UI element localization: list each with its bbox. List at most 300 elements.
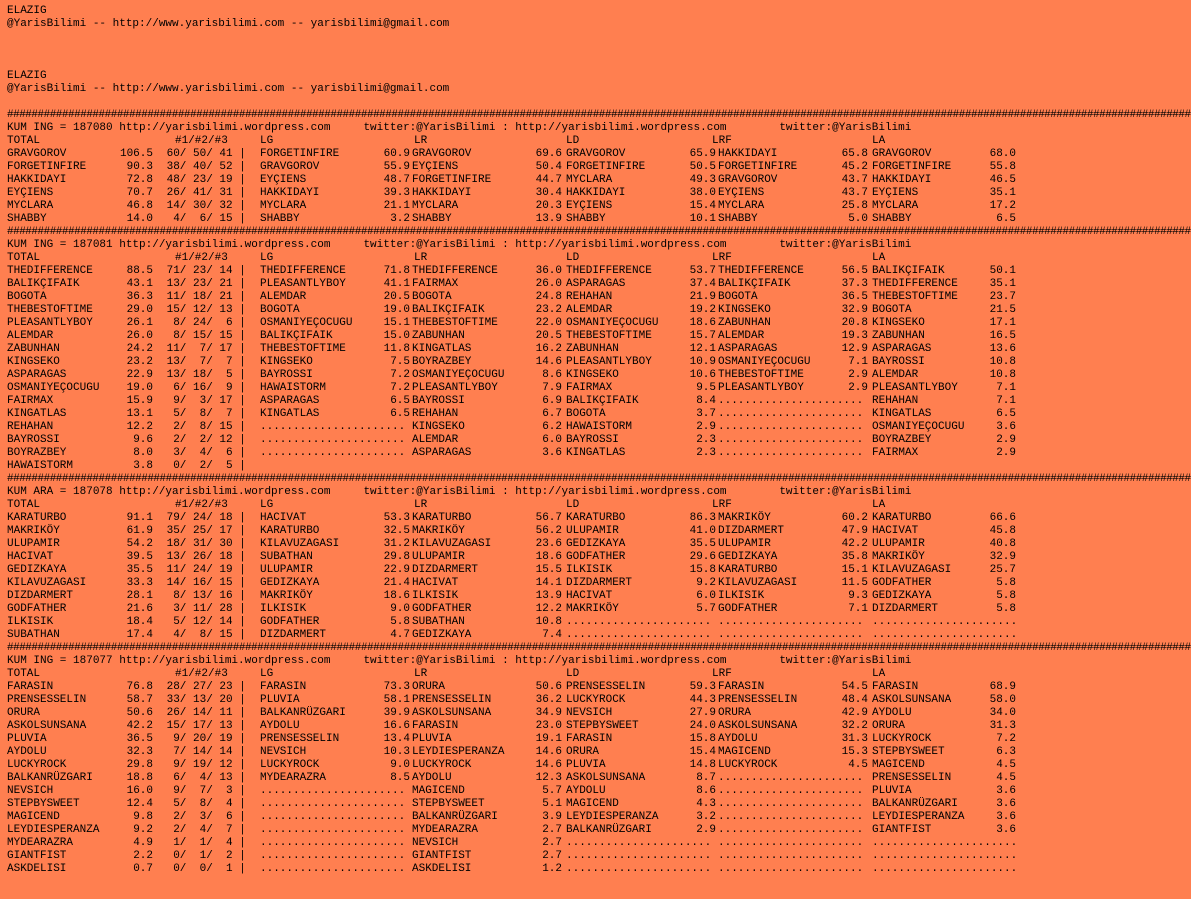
- cell-lr-name: BOGOTA: [412, 291, 452, 303]
- cell-total-name: BAYROSSI: [7, 434, 60, 446]
- cell-lrf-score: 2.9: [848, 369, 868, 381]
- column-header-ld: LD: [566, 135, 580, 147]
- cell-places: 9/ 19/ 12 |: [160, 759, 246, 771]
- cell-lrf-name: ZABUNHAN: [718, 317, 771, 329]
- cell-la-score: 45.8: [989, 525, 1016, 537]
- cell-lg-score: 7.2: [390, 369, 410, 381]
- cell-lr-score: 2.7: [542, 824, 562, 836]
- cell-ld-name: HAKKIDAYI: [566, 187, 626, 199]
- cell-lrf-name: ASKOLSUNSANA: [718, 720, 798, 732]
- cell-lrf-name: ......................: [718, 850, 864, 862]
- cell-ld-name: GEDIZKAYA: [566, 538, 626, 550]
- cell-ld-name: ALEMDAR: [566, 304, 613, 316]
- cell-lr-name: HAKKIDAYI: [412, 187, 472, 199]
- cell-la-name: EYÇIENS: [872, 187, 919, 199]
- cell-total-name: DIZDARMERT: [7, 590, 74, 602]
- cell-total-score: 12.4: [126, 798, 153, 810]
- cell-ld-score: 24.0: [689, 720, 716, 732]
- cell-total-score: 39.5: [126, 551, 153, 563]
- cell-lrf-name: PRENSESSELIN: [718, 694, 798, 706]
- cell-ld-score: 5.7: [696, 603, 716, 615]
- cell-lg-score: 7.5: [390, 356, 410, 368]
- cell-total-score: 24.2: [126, 343, 153, 355]
- cell-places: 6/ 4/ 13 |: [160, 772, 246, 784]
- cell-lg-score: 39.3: [383, 187, 410, 199]
- cell-ld-score: 35.5: [689, 538, 716, 550]
- cell-ld-score: 6.0: [696, 590, 716, 602]
- cell-lg-name: SUBATHAN: [260, 551, 313, 563]
- cell-lrf-name: EYÇIENS: [718, 187, 765, 199]
- cell-total-score: 36.3: [126, 291, 153, 303]
- cell-lg-score: 13.4: [383, 733, 410, 745]
- column-header-lg: LG: [260, 499, 274, 511]
- cell-total-name: FORGETINFIRE: [7, 161, 87, 173]
- cell-la-name: GRAVGOROV: [872, 148, 932, 160]
- cell-ld-score: 2.3: [696, 447, 716, 459]
- cell-ld-score: 19.2: [689, 304, 716, 316]
- cell-lr-score: 23.2: [535, 304, 562, 316]
- cell-lrf-score: 5.0: [848, 213, 868, 225]
- cell-lg-name: SHABBY: [260, 213, 300, 225]
- cell-total-name: ALEMDAR: [7, 330, 54, 342]
- cell-la-name: HACIVAT: [872, 525, 919, 537]
- cell-lg-name: BOGOTA: [260, 304, 300, 316]
- cell-lg-name: PRENSESSELIN: [260, 733, 340, 745]
- cell-lg-score: 71.8: [383, 265, 410, 277]
- header-line: @YarisBilimi -- http://www.yarisbilimi.com -- yarisbilimi@gmail.com: [7, 18, 450, 30]
- cell-la-name: SHABBY: [872, 213, 912, 225]
- cell-places: 48/ 23/ 19 |: [160, 174, 246, 186]
- cell-ld-score: 8.7: [696, 772, 716, 784]
- cell-lg-name: OSMANIYEÇOCUGU: [260, 317, 353, 329]
- cell-lr-name: KINGATLAS: [412, 343, 472, 355]
- cell-la-name: ......................: [872, 850, 1018, 862]
- cell-ld-score: 86.3: [689, 512, 716, 524]
- cell-total-name: MAKRIKÖY: [7, 525, 60, 537]
- cell-lr-name: GRAVGOROV: [412, 148, 472, 160]
- cell-la-name: GIANTFIST: [872, 824, 932, 836]
- cell-lrf-name: OSMANIYEÇOCUGU: [718, 356, 811, 368]
- cell-lg-name: GODFATHER: [260, 616, 320, 628]
- cell-la-score: 4.5: [996, 759, 1016, 771]
- cell-places: 0/ 0/ 1 |: [160, 863, 246, 875]
- cell-la-name: KILAVUZAGASI: [872, 564, 952, 576]
- cell-lr-score: 7.4: [542, 629, 562, 641]
- cell-ld-score: 12.1: [689, 343, 716, 355]
- cell-total-name: BOGOTA: [7, 291, 47, 303]
- cell-lg-name: THEDIFFERENCE: [260, 265, 346, 277]
- separator-line: ##################################################################################################################################################################################################: [7, 642, 1191, 654]
- cell-lr-score: 6.0: [542, 434, 562, 446]
- cell-ld-name: HAWAISTORM: [566, 421, 633, 433]
- cell-la-score: 3.6: [996, 824, 1016, 836]
- cell-ld-name: OSMANIYEÇOCUGU: [566, 317, 659, 329]
- cell-total-name: BALIKÇIFAIK: [7, 278, 80, 290]
- cell-lr-name: ALEMDAR: [412, 434, 459, 446]
- cell-lg-name: DIZDARMERT: [260, 629, 327, 641]
- cell-total-name: MYCLARA: [7, 200, 54, 212]
- cell-lr-name: BALIKÇIFAIK: [412, 304, 485, 316]
- cell-lg-name: GRAVGOROV: [260, 161, 320, 173]
- cell-lg-name: NEVSICH: [260, 746, 307, 758]
- cell-total-name: THEDIFFERENCE: [7, 265, 93, 277]
- cell-ld-name: PRENSESSELIN: [566, 681, 646, 693]
- cell-la-name: THEBESTOFTIME: [872, 291, 958, 303]
- cell-ld-score: 65.9: [689, 148, 716, 160]
- cell-ld-score: 10.9: [689, 356, 716, 368]
- cell-lrf-score: 7.1: [848, 603, 868, 615]
- cell-places: 9/ 20/ 19 |: [160, 733, 246, 745]
- cell-la-score: 3.6: [996, 811, 1016, 823]
- cell-la-score: 3.6: [996, 798, 1016, 810]
- cell-places: 1/ 1/ 4 |: [160, 837, 246, 849]
- cell-lr-name: KINGSEKO: [412, 421, 465, 433]
- cell-lr-score: 36.2: [535, 694, 562, 706]
- cell-lg-name: ......................: [260, 798, 406, 810]
- cell-lr-name: PLUVIA: [412, 733, 452, 745]
- cell-lrf-name: SHABBY: [718, 213, 758, 225]
- cell-total-score: 9.6: [133, 434, 153, 446]
- cell-lg-name: MYDEARAZRA: [260, 772, 327, 784]
- column-header-ld: LD: [566, 668, 580, 680]
- cell-la-score: 40.8: [989, 538, 1016, 550]
- column-header-lrf: LRF: [712, 668, 732, 680]
- cell-lg-score: 48.7: [383, 174, 410, 186]
- cell-lrf-name: ......................: [718, 408, 864, 420]
- cell-la-name: PRENSESSELIN: [872, 772, 952, 784]
- cell-la-name: ......................: [872, 837, 1018, 849]
- cell-lrf-name: ILKISIK: [718, 590, 765, 602]
- cell-lrf-score: 11.5: [841, 577, 868, 589]
- column-header-ld: LD: [566, 252, 580, 264]
- cell-la-score: 66.6: [989, 512, 1016, 524]
- cell-lg-score: 20.5: [383, 291, 410, 303]
- cell-total-score: 88.5: [126, 265, 153, 277]
- cell-ld-score: 3.2: [696, 811, 716, 823]
- cell-total-name: OSMANIYEÇOCUGU: [7, 382, 100, 394]
- cell-lrf-name: AYDOLU: [718, 733, 758, 745]
- cell-lg-score: 16.6: [383, 720, 410, 732]
- cell-ld-score: 41.0: [689, 525, 716, 537]
- cell-lrf-name: MAGICEND: [718, 746, 771, 758]
- cell-total-score: 35.5: [126, 564, 153, 576]
- cell-total-name: ASPARAGAS: [7, 369, 67, 381]
- cell-total-name: BALKANRÜZGARI: [7, 772, 93, 784]
- cell-lrf-score: 36.5: [841, 291, 868, 303]
- cell-ld-name: LUCKYROCK: [566, 694, 626, 706]
- cell-total-name: PLUVIA: [7, 733, 47, 745]
- cell-lr-score: 30.4: [535, 187, 562, 199]
- cell-places: 4/ 8/ 15 |: [160, 629, 246, 641]
- cell-lrf-name: GODFATHER: [718, 603, 778, 615]
- cell-lr-name: THEBESTOFTIME: [412, 317, 498, 329]
- cell-total-name: ASKDELISI: [7, 863, 67, 875]
- cell-lr-name: NEVSICH: [412, 837, 459, 849]
- cell-lr-name: MAKRIKÖY: [412, 525, 465, 537]
- cell-lg-name: HAKKIDAYI: [260, 187, 320, 199]
- cell-ld-name: KINGATLAS: [566, 447, 626, 459]
- cell-lg-name: HACIVAT: [260, 512, 307, 524]
- cell-la-score: 5.8: [996, 603, 1016, 615]
- cell-la-score: 7.1: [996, 382, 1016, 394]
- cell-la-name: MAKRIKÖY: [872, 551, 925, 563]
- cell-lr-score: 69.6: [535, 148, 562, 160]
- cell-la-score: 3.6: [996, 785, 1016, 797]
- column-header-total: TOTAL: [7, 135, 41, 147]
- cell-lg-name: KARATURBO: [260, 525, 320, 537]
- cell-ld-name: BALIKÇIFAIK: [566, 395, 639, 407]
- cell-lr-name: GEDIZKAYA: [412, 629, 472, 641]
- column-header-la: LA: [872, 499, 886, 511]
- cell-ld-score: 2.9: [696, 421, 716, 433]
- cell-total-score: 43.1: [126, 278, 153, 290]
- cell-ld-score: 50.5: [689, 161, 716, 173]
- cell-total-name: GIANTFIST: [7, 850, 67, 862]
- cell-places: 11/ 7/ 17 |: [160, 343, 246, 355]
- cell-lr-name: ASKOLSUNSANA: [412, 707, 492, 719]
- cell-total-score: 23.2: [126, 356, 153, 368]
- cell-total-score: 58.7: [126, 694, 153, 706]
- cell-total-name: ILKISIK: [7, 616, 54, 628]
- cell-lrf-score: 43.7: [841, 187, 868, 199]
- cell-ld-score: 3.7: [696, 408, 716, 420]
- cell-la-name: LUCKYROCK: [872, 733, 932, 745]
- cell-total-score: 9.2: [133, 824, 153, 836]
- cell-la-name: BOGOTA: [872, 304, 912, 316]
- cell-ld-name: FARASIN: [566, 733, 613, 745]
- cell-lg-name: ......................: [260, 421, 406, 433]
- column-header-ld: LD: [566, 499, 580, 511]
- cell-lrf-name: MAKRIKÖY: [718, 512, 771, 524]
- cell-total-score: 76.8: [126, 681, 153, 693]
- cell-lrf-name: ......................: [718, 629, 864, 641]
- cell-total-score: 12.2: [126, 421, 153, 433]
- cell-la-score: 35.1: [989, 278, 1016, 290]
- cell-lrf-score: 12.9: [841, 343, 868, 355]
- cell-ld-score: 18.6: [689, 317, 716, 329]
- cell-total-name: KARATURBO: [7, 512, 67, 524]
- cell-total-score: 29.8: [126, 759, 153, 771]
- cell-lr-score: 6.2: [542, 421, 562, 433]
- cell-la-score: 25.7: [989, 564, 1016, 576]
- cell-lrf-name: BOGOTA: [718, 291, 758, 303]
- column-header-lr: LR: [414, 668, 428, 680]
- cell-ld-score: 15.4: [689, 200, 716, 212]
- cell-ld-score: 21.9: [689, 291, 716, 303]
- column-header-lr: LR: [414, 135, 428, 147]
- cell-lg-score: 9.0: [390, 759, 410, 771]
- cell-lrf-score: 60.2: [841, 512, 868, 524]
- cell-lr-name: LEYDIESPERANZA: [412, 746, 505, 758]
- cell-lg-score: 15.0: [383, 330, 410, 342]
- cell-lrf-name: ......................: [718, 824, 864, 836]
- cell-lrf-name: GRAVGOROV: [718, 174, 778, 186]
- cell-lr-name: GIANTFIST: [412, 850, 472, 862]
- cell-lg-score: 6.5: [390, 408, 410, 420]
- cell-lg-score: 19.0: [383, 304, 410, 316]
- cell-ld-name: GODFATHER: [566, 551, 626, 563]
- cell-total-name: LUCKYROCK: [7, 759, 67, 771]
- separator-line: ##################################################################################################################################################################################################: [7, 473, 1191, 485]
- cell-total-score: 61.9: [126, 525, 153, 537]
- cell-total-name: KINGSEKO: [7, 356, 60, 368]
- cell-lg-score: 31.2: [383, 538, 410, 550]
- cell-lr-name: MYDEARAZRA: [412, 824, 479, 836]
- cell-total-name: ULUPAMIR: [7, 538, 60, 550]
- cell-ld-score: 8.6: [696, 785, 716, 797]
- cell-la-score: 31.3: [989, 720, 1016, 732]
- cell-la-score: 6.3: [996, 746, 1016, 758]
- cell-lg-name: AYDOLU: [260, 720, 300, 732]
- cell-la-name: AYDOLU: [872, 707, 912, 719]
- cell-ld-score: 15.8: [689, 564, 716, 576]
- cell-lrf-score: 48.4: [841, 694, 868, 706]
- cell-total-score: 0.7: [133, 863, 153, 875]
- cell-la-name: MYCLARA: [872, 200, 919, 212]
- cell-lr-score: 15.5: [535, 564, 562, 576]
- cell-places: 79/ 24/ 18 |: [160, 512, 246, 524]
- cell-la-score: 10.8: [989, 356, 1016, 368]
- cell-lrf-name: KILAVUZAGASI: [718, 577, 798, 589]
- cell-total-score: 17.4: [126, 629, 153, 641]
- cell-total-name: PLEASANTLYBOY: [7, 317, 93, 329]
- cell-lrf-score: 19.3: [841, 330, 868, 342]
- cell-la-score: 46.5: [989, 174, 1016, 186]
- cell-lrf-score: 54.5: [841, 681, 868, 693]
- cell-ld-score: 59.3: [689, 681, 716, 693]
- race-title: KUM ING = 187081 http://yarisbilimi.wordpress.com twitter:@YarisBilimi : http://yarisbilimi.wordpress.com twitter:@YarisBilimi: [7, 239, 912, 251]
- cell-ld-score: 9.5: [696, 382, 716, 394]
- cell-la-score: 35.1: [989, 187, 1016, 199]
- cell-ld-name: ......................: [566, 629, 712, 641]
- column-header-lg: LG: [260, 135, 274, 147]
- cell-places: 6/ 16/ 9 |: [160, 382, 246, 394]
- cell-la-name: FAIRMAX: [872, 447, 919, 459]
- cell-places: 2/ 4/ 7 |: [160, 824, 246, 836]
- cell-la-name: BAYROSSI: [872, 356, 925, 368]
- cell-la-score: 68.9: [989, 681, 1016, 693]
- cell-lg-name: MAKRIKÖY: [260, 590, 313, 602]
- cell-lg-score: 4.7: [390, 629, 410, 641]
- cell-total-score: 54.2: [126, 538, 153, 550]
- cell-lr-score: 5.1: [542, 798, 562, 810]
- cell-la-score: 58.0: [989, 694, 1016, 706]
- cell-total-score: 15.9: [126, 395, 153, 407]
- cell-total-score: 42.2: [126, 720, 153, 732]
- cell-lr-name: KARATURBO: [412, 512, 472, 524]
- cell-la-name: KARATURBO: [872, 512, 932, 524]
- race-title: KUM ING = 187077 http://yarisbilimi.wordpress.com twitter:@YarisBilimi : http://yarisbilimi.wordpress.com twitter:@YarisBilimi: [7, 655, 912, 667]
- cell-lr-score: 12.3: [535, 772, 562, 784]
- cell-places: 15/ 12/ 13 |: [160, 304, 246, 316]
- cell-total-name: REHAHAN: [7, 421, 54, 433]
- cell-ld-name: ......................: [566, 863, 712, 875]
- cell-total-name: HACIVAT: [7, 551, 54, 563]
- cell-lr-name: FAIRMAX: [412, 278, 459, 290]
- cell-total-name: FAIRMAX: [7, 395, 54, 407]
- cell-lg-score: 53.3: [383, 512, 410, 524]
- cell-la-name: ORURA: [872, 720, 906, 732]
- cell-lrf-score: 20.8: [841, 317, 868, 329]
- cell-ld-name: BOGOTA: [566, 408, 606, 420]
- cell-ld-score: 29.6: [689, 551, 716, 563]
- cell-total-name: ORURA: [7, 707, 41, 719]
- cell-total-name: HAKKIDAYI: [7, 174, 67, 186]
- cell-lg-name: BALIKÇIFAIK: [260, 330, 333, 342]
- column-header-lr: LR: [414, 252, 428, 264]
- cell-la-name: HAKKIDAYI: [872, 174, 932, 186]
- cell-lr-score: 1.2: [542, 863, 562, 875]
- cell-lr-name: EYÇIENS: [412, 161, 459, 173]
- cell-la-name: PLUVIA: [872, 785, 912, 797]
- cell-places: 3/ 11/ 28 |: [160, 603, 246, 615]
- cell-total-score: 90.3: [126, 161, 153, 173]
- cell-la-name: FARASIN: [872, 681, 919, 693]
- separator-line: ##################################################################################################################################################################################################: [7, 226, 1191, 238]
- cell-la-name: BOYRAZBEY: [872, 434, 932, 446]
- cell-total-name: BOYRAZBEY: [7, 447, 67, 459]
- cell-lg-name: ALEMDAR: [260, 291, 307, 303]
- cell-total-score: 91.1: [126, 512, 153, 524]
- cell-total-name: THEBESTOFTIME: [7, 304, 93, 316]
- cell-ld-name: PLUVIA: [566, 759, 606, 771]
- cell-ld-name: SHABBY: [566, 213, 606, 225]
- cell-places: 7/ 14/ 14 |: [160, 746, 246, 758]
- cell-total-name: SHABBY: [7, 213, 47, 225]
- cell-lr-name: PLEASANTLYBOY: [412, 382, 498, 394]
- cell-lr-name: BOYRAZBEY: [412, 356, 472, 368]
- column-header-places: #1/#2/#3: [175, 668, 228, 680]
- cell-lrf-name: ORURA: [718, 707, 752, 719]
- cell-lrf-score: 32.2: [841, 720, 868, 732]
- cell-la-score: 55.8: [989, 161, 1016, 173]
- cell-total-name: EYÇIENS: [7, 187, 54, 199]
- cell-total-score: 26.1: [126, 317, 153, 329]
- cell-lg-score: 55.9: [383, 161, 410, 173]
- cell-lr-score: 16.2: [535, 343, 562, 355]
- cell-places: 8/ 24/ 6 |: [160, 317, 246, 329]
- cell-lr-score: 18.6: [535, 551, 562, 563]
- cell-ld-name: KARATURBO: [566, 512, 626, 524]
- race-title: KUM ARA = 187078 http://yarisbilimi.wordpress.com twitter:@YarisBilimi : http://yarisbilimi.wordpress.com twitter:@YarisBilimi: [7, 486, 912, 498]
- cell-total-score: 18.8: [126, 772, 153, 784]
- cell-lr-score: 44.7: [535, 174, 562, 186]
- cell-lrf-name: THEDIFFERENCE: [718, 265, 804, 277]
- cell-lg-score: 11.8: [383, 343, 410, 355]
- cell-lrf-name: PLEASANTLYBOY: [718, 382, 804, 394]
- cell-lrf-score: 47.9: [841, 525, 868, 537]
- cell-lg-name: ......................: [260, 785, 406, 797]
- cell-total-score: 18.4: [126, 616, 153, 628]
- cell-total-score: 8.0: [133, 447, 153, 459]
- cell-lrf-name: ......................: [718, 772, 864, 784]
- cell-places: 0/ 1/ 2 |: [160, 850, 246, 862]
- cell-places: 2/ 8/ 15 |: [160, 421, 246, 433]
- cell-lg-name: MYCLARA: [260, 200, 307, 212]
- cell-places: 11/ 18/ 21 |: [160, 291, 246, 303]
- cell-lrf-score: 42.9: [841, 707, 868, 719]
- cell-lg-name: BAYROSSI: [260, 369, 313, 381]
- cell-lrf-name: GEDIZKAYA: [718, 551, 778, 563]
- cell-lg-score: 21.1: [383, 200, 410, 212]
- cell-lg-score: 15.1: [383, 317, 410, 329]
- cell-lrf-score: 15.3: [841, 746, 868, 758]
- cell-total-score: 2.2: [133, 850, 153, 862]
- cell-lrf-score: 2.9: [848, 382, 868, 394]
- cell-total-name: ZABUNHAN: [7, 343, 60, 355]
- cell-lrf-name: ......................: [718, 785, 864, 797]
- cell-lg-name: ILKISIK: [260, 603, 307, 615]
